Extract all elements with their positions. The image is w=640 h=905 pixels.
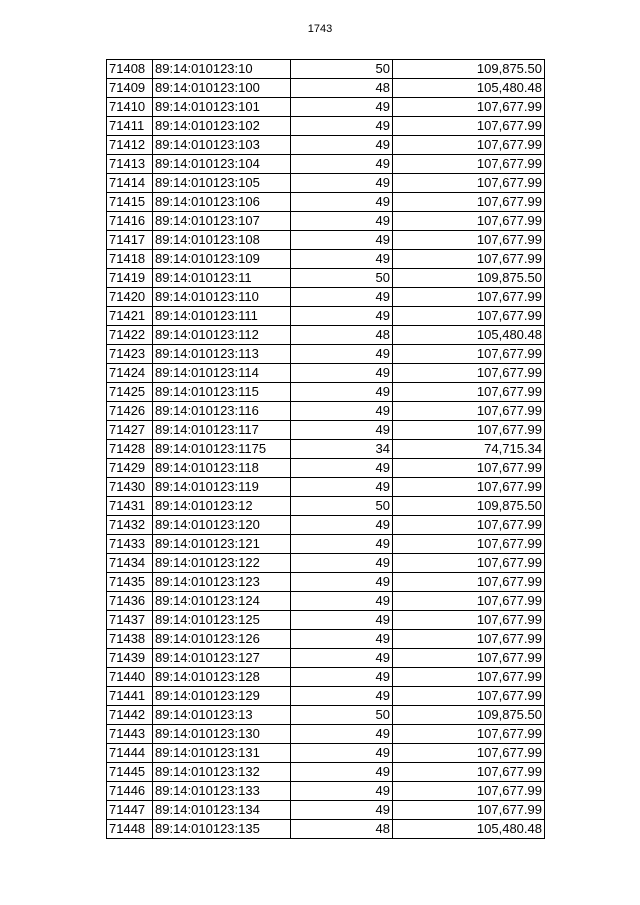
quantity-cell: 49	[291, 212, 393, 231]
cadastral-number-cell: 89:14:010123:121	[153, 535, 291, 554]
row-number-cell: 71423	[107, 345, 153, 364]
row-number-cell: 71425	[107, 383, 153, 402]
quantity-cell: 49	[291, 231, 393, 250]
amount-cell: 107,677.99	[393, 288, 545, 307]
cadastral-number-cell: 89:14:010123:119	[153, 478, 291, 497]
row-number-cell: 71420	[107, 288, 153, 307]
amount-cell: 107,677.99	[393, 136, 545, 155]
row-number-cell: 71421	[107, 307, 153, 326]
table-row	[107, 402, 545, 421]
quantity-cell: 49	[291, 402, 393, 421]
quantity-cell: 49	[291, 174, 393, 193]
row-number-cell: 71447	[107, 801, 153, 820]
row-number-cell: 71444	[107, 744, 153, 763]
table-row	[107, 383, 545, 402]
table-row	[107, 231, 545, 250]
table-row	[107, 117, 545, 136]
amount-cell: 107,677.99	[393, 535, 545, 554]
table-row	[107, 744, 545, 763]
row-number-cell: 71438	[107, 630, 153, 649]
cadastral-number-cell: 89:14:010123:110	[153, 288, 291, 307]
table-body	[107, 60, 545, 839]
table-row	[107, 250, 545, 269]
row-number-cell: 71445	[107, 763, 153, 782]
quantity-cell: 49	[291, 725, 393, 744]
cadastral-number-cell: 89:14:010123:117	[153, 421, 291, 440]
amount-cell: 107,677.99	[393, 117, 545, 136]
row-number-cell: 71441	[107, 687, 153, 706]
table-row	[107, 611, 545, 630]
row-number-cell: 71448	[107, 820, 153, 839]
cadastral-number-cell: 89:14:010123:122	[153, 554, 291, 573]
quantity-cell: 48	[291, 326, 393, 345]
table-row	[107, 288, 545, 307]
cadastral-number-cell: 89:14:010123:123	[153, 573, 291, 592]
quantity-cell: 49	[291, 478, 393, 497]
quantity-cell: 49	[291, 307, 393, 326]
amount-cell: 107,677.99	[393, 687, 545, 706]
quantity-cell: 49	[291, 155, 393, 174]
quantity-cell: 49	[291, 459, 393, 478]
cadastral-number-cell: 89:14:010123:129	[153, 687, 291, 706]
amount-cell: 109,875.50	[393, 60, 545, 79]
row-number-cell: 71434	[107, 554, 153, 573]
row-number-cell: 71422	[107, 326, 153, 345]
row-number-cell: 71437	[107, 611, 153, 630]
quantity-cell: 49	[291, 288, 393, 307]
cadastral-number-cell: 89:14:010123:108	[153, 231, 291, 250]
amount-cell: 107,677.99	[393, 668, 545, 687]
quantity-cell: 49	[291, 554, 393, 573]
table-row	[107, 687, 545, 706]
cadastral-number-cell: 89:14:010123:12	[153, 497, 291, 516]
amount-cell: 107,677.99	[393, 383, 545, 402]
table-row	[107, 573, 545, 592]
quantity-cell: 50	[291, 60, 393, 79]
row-number-cell: 71419	[107, 269, 153, 288]
amount-cell: 107,677.99	[393, 250, 545, 269]
row-number-cell: 71446	[107, 782, 153, 801]
table-row	[107, 345, 545, 364]
table-row	[107, 326, 545, 345]
row-number-cell: 71417	[107, 231, 153, 250]
amount-cell: 109,875.50	[393, 706, 545, 725]
row-number-cell: 71408	[107, 60, 153, 79]
amount-cell: 107,677.99	[393, 630, 545, 649]
amount-cell: 109,875.50	[393, 497, 545, 516]
amount-cell: 107,677.99	[393, 763, 545, 782]
cadastral-number-cell: 89:14:010123:124	[153, 592, 291, 611]
cadastral-number-cell: 89:14:010123:135	[153, 820, 291, 839]
page-number: 1743	[307, 23, 333, 35]
table-row	[107, 459, 545, 478]
cadastral-number-cell: 89:14:010123:115	[153, 383, 291, 402]
row-number-cell: 71412	[107, 136, 153, 155]
quantity-cell: 48	[291, 79, 393, 98]
table-row	[107, 763, 545, 782]
cadastral-number-cell: 89:14:010123:133	[153, 782, 291, 801]
amount-cell: 107,677.99	[393, 212, 545, 231]
table-row	[107, 136, 545, 155]
cadastral-number-cell: 89:14:010123:109	[153, 250, 291, 269]
row-number-cell: 71429	[107, 459, 153, 478]
row-number-cell: 71428	[107, 440, 153, 459]
amount-cell: 107,677.99	[393, 174, 545, 193]
table-row	[107, 174, 545, 193]
row-number-cell: 71418	[107, 250, 153, 269]
quantity-cell: 50	[291, 269, 393, 288]
cadastral-number-cell: 89:14:010123:10	[153, 60, 291, 79]
quantity-cell: 50	[291, 706, 393, 725]
table-row	[107, 649, 545, 668]
amount-cell: 107,677.99	[393, 554, 545, 573]
cadastral-number-cell: 89:14:010123:102	[153, 117, 291, 136]
row-number-cell: 71410	[107, 98, 153, 117]
cadastral-number-cell: 89:14:010123:11	[153, 269, 291, 288]
quantity-cell: 49	[291, 516, 393, 535]
amount-cell: 107,677.99	[393, 459, 545, 478]
quantity-cell: 49	[291, 592, 393, 611]
amount-cell: 107,677.99	[393, 402, 545, 421]
row-number-cell: 71442	[107, 706, 153, 725]
cadastral-number-cell: 89:14:010123:111	[153, 307, 291, 326]
table-row	[107, 592, 545, 611]
table-row	[107, 782, 545, 801]
table-row	[107, 98, 545, 117]
cadastral-number-cell: 89:14:010123:130	[153, 725, 291, 744]
row-number-cell: 71414	[107, 174, 153, 193]
quantity-cell: 49	[291, 744, 393, 763]
table-row	[107, 725, 545, 744]
row-number-cell: 71427	[107, 421, 153, 440]
amount-cell: 105,480.48	[393, 79, 545, 98]
cadastral-number-cell: 89:14:010123:105	[153, 174, 291, 193]
row-number-cell: 71424	[107, 364, 153, 383]
amount-cell: 107,677.99	[393, 516, 545, 535]
amount-cell: 107,677.99	[393, 364, 545, 383]
cadastral-number-cell: 89:14:010123:100	[153, 79, 291, 98]
table-row	[107, 497, 545, 516]
cadastral-number-cell: 89:14:010123:114	[153, 364, 291, 383]
quantity-cell: 49	[291, 345, 393, 364]
cadastral-number-cell: 89:14:010123:128	[153, 668, 291, 687]
row-number-cell: 71443	[107, 725, 153, 744]
cadastral-number-cell: 89:14:010123:112	[153, 326, 291, 345]
quantity-cell: 49	[291, 687, 393, 706]
cadastral-number-cell: 89:14:010123:131	[153, 744, 291, 763]
amount-cell: 107,677.99	[393, 744, 545, 763]
amount-cell: 105,480.48	[393, 326, 545, 345]
row-number-cell: 71440	[107, 668, 153, 687]
row-number-cell: 71415	[107, 193, 153, 212]
cadastral-number-cell: 89:14:010123:118	[153, 459, 291, 478]
cadastral-number-cell: 89:14:010123:106	[153, 193, 291, 212]
row-number-cell: 71409	[107, 79, 153, 98]
table-row	[107, 79, 545, 98]
amount-cell: 107,677.99	[393, 725, 545, 744]
cadastral-number-cell: 89:14:010123:104	[153, 155, 291, 174]
amount-cell: 109,875.50	[393, 269, 545, 288]
row-number-cell: 71431	[107, 497, 153, 516]
quantity-cell: 49	[291, 136, 393, 155]
table-row	[107, 801, 545, 820]
quantity-cell: 49	[291, 573, 393, 592]
table-row	[107, 421, 545, 440]
table-row	[107, 820, 545, 839]
row-number-cell: 71435	[107, 573, 153, 592]
cadastral-number-cell: 89:14:010123:126	[153, 630, 291, 649]
cadastral-number-cell: 89:14:010123:1175	[153, 440, 291, 459]
quantity-cell: 49	[291, 98, 393, 117]
quantity-cell: 49	[291, 250, 393, 269]
cadastral-number-cell: 89:14:010123:120	[153, 516, 291, 535]
row-number-cell: 71411	[107, 117, 153, 136]
amount-cell: 107,677.99	[393, 801, 545, 820]
table-row	[107, 478, 545, 497]
amount-cell: 107,677.99	[393, 307, 545, 326]
table-row	[107, 212, 545, 231]
table-row	[107, 668, 545, 687]
table-row	[107, 706, 545, 725]
row-number-cell: 71416	[107, 212, 153, 231]
quantity-cell: 49	[291, 801, 393, 820]
amount-cell: 107,677.99	[393, 611, 545, 630]
quantity-cell: 49	[291, 763, 393, 782]
cadastral-number-cell: 89:14:010123:125	[153, 611, 291, 630]
table-row	[107, 440, 545, 459]
amount-cell: 107,677.99	[393, 231, 545, 250]
quantity-cell: 48	[291, 820, 393, 839]
cadastral-number-cell: 89:14:010123:107	[153, 212, 291, 231]
quantity-cell: 49	[291, 782, 393, 801]
table-row	[107, 535, 545, 554]
row-number-cell: 71433	[107, 535, 153, 554]
amount-cell: 107,677.99	[393, 98, 545, 117]
amount-cell: 107,677.99	[393, 478, 545, 497]
amount-cell: 74,715.34	[393, 440, 545, 459]
quantity-cell: 49	[291, 668, 393, 687]
quantity-cell: 49	[291, 193, 393, 212]
amount-cell: 107,677.99	[393, 345, 545, 364]
cadastral-number-cell: 89:14:010123:101	[153, 98, 291, 117]
amount-cell: 107,677.99	[393, 193, 545, 212]
quantity-cell: 49	[291, 630, 393, 649]
quantity-cell: 50	[291, 497, 393, 516]
quantity-cell: 49	[291, 535, 393, 554]
amount-cell: 107,677.99	[393, 573, 545, 592]
cadastral-number-cell: 89:14:010123:113	[153, 345, 291, 364]
row-number-cell: 71430	[107, 478, 153, 497]
amount-cell: 105,480.48	[393, 820, 545, 839]
cadastral-number-cell: 89:14:010123:132	[153, 763, 291, 782]
quantity-cell: 49	[291, 611, 393, 630]
amount-cell: 107,677.99	[393, 155, 545, 174]
row-number-cell: 71413	[107, 155, 153, 174]
cadastral-number-cell: 89:14:010123:13	[153, 706, 291, 725]
row-number-cell: 71436	[107, 592, 153, 611]
amount-cell: 107,677.99	[393, 649, 545, 668]
quantity-cell: 34	[291, 440, 393, 459]
quantity-cell: 49	[291, 117, 393, 136]
table-row	[107, 364, 545, 383]
table-row	[107, 630, 545, 649]
row-number-cell: 71432	[107, 516, 153, 535]
data-table	[106, 59, 545, 839]
amount-cell: 107,677.99	[393, 782, 545, 801]
table-row	[107, 193, 545, 212]
table-row	[107, 269, 545, 288]
cadastral-number-cell: 89:14:010123:134	[153, 801, 291, 820]
table-row	[107, 155, 545, 174]
row-number-cell: 71426	[107, 402, 153, 421]
table-row	[107, 307, 545, 326]
quantity-cell: 49	[291, 383, 393, 402]
amount-cell: 107,677.99	[393, 421, 545, 440]
table-row	[107, 60, 545, 79]
quantity-cell: 49	[291, 421, 393, 440]
table-row	[107, 516, 545, 535]
amount-cell: 107,677.99	[393, 592, 545, 611]
table-row	[107, 554, 545, 573]
quantity-cell: 49	[291, 364, 393, 383]
quantity-cell: 49	[291, 649, 393, 668]
row-number-cell: 71439	[107, 649, 153, 668]
cadastral-number-cell: 89:14:010123:127	[153, 649, 291, 668]
cadastral-number-cell: 89:14:010123:103	[153, 136, 291, 155]
cadastral-number-cell: 89:14:010123:116	[153, 402, 291, 421]
